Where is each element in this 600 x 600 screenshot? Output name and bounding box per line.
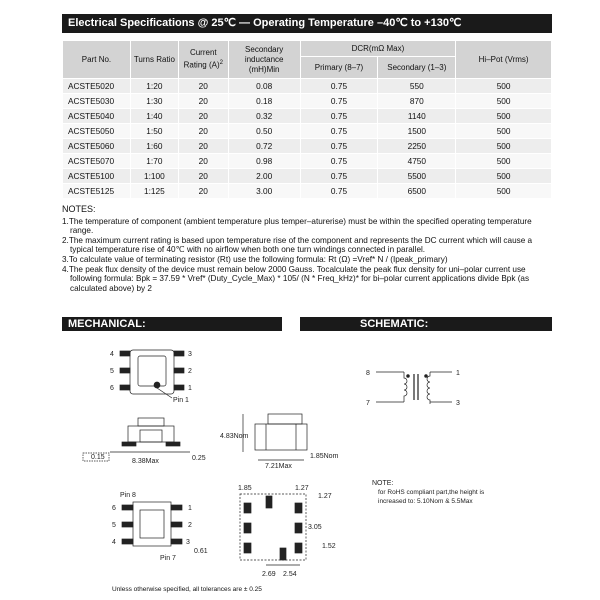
layout-pad xyxy=(295,523,302,533)
cell-hipot: 500 xyxy=(456,154,552,169)
cell-part: ACSTE5020 xyxy=(63,79,131,94)
col-secondary-inductance: Secondary inductance (mH)Min xyxy=(228,41,300,79)
pin1-leader xyxy=(157,388,172,398)
cell-secondary: 550 xyxy=(378,79,456,94)
cell-inductance: 0.18 xyxy=(228,94,300,109)
dim-254: 2.54 xyxy=(283,571,297,578)
pin-label-2: 2 xyxy=(188,368,192,375)
cell-current: 20 xyxy=(178,109,228,124)
cell-primary: 0.75 xyxy=(300,124,378,139)
dim-269: 2.69 xyxy=(262,571,276,578)
col-turns-ratio: Turns Ratio xyxy=(130,41,178,79)
cell-secondary: 5500 xyxy=(378,169,456,184)
dim-061: 0.61 xyxy=(194,548,208,555)
pin-label-1: 1 xyxy=(188,385,192,392)
cell-secondary: 1500 xyxy=(378,124,456,139)
end-view-body xyxy=(255,424,307,450)
cell-current: 20 xyxy=(178,94,228,109)
cell-secondary: 2250 xyxy=(378,139,456,154)
pin-label-5: 5 xyxy=(110,368,114,375)
dim-127-side: 1.27 xyxy=(318,493,332,500)
schematic-pin-1: 1 xyxy=(456,370,460,377)
dim-top: 1.85Nom xyxy=(310,453,339,460)
dim-305: 3.05 xyxy=(308,524,322,531)
note-2: 2.The maximum current rating is based upon temperature rise of the component and represents the DC current which will cause a typical temperature rise of 40℃ with no airflow when both one turn windings connected in parallel. xyxy=(62,235,533,255)
cell-part: ACSTE5030 xyxy=(63,94,131,109)
cell-hipot: 500 xyxy=(456,184,552,199)
pad-2 xyxy=(174,368,184,373)
cell-ratio: 1:100 xyxy=(130,169,178,184)
cell-inductance: 3.00 xyxy=(228,184,300,199)
cell-ratio: 1:20 xyxy=(130,79,178,94)
cell-ratio: 1:60 xyxy=(130,139,178,154)
col-dcr: DCR(mΩ Max) xyxy=(300,41,456,57)
tolerance-footer: Unless otherwise specified, all tolerances are ± 0.25 xyxy=(112,586,262,593)
cell-current: 20 xyxy=(178,154,228,169)
cell-inductance: 0.50 xyxy=(228,124,300,139)
pin8-label: Pin 8 xyxy=(120,492,136,499)
schematic-pin-7: 7 xyxy=(366,400,370,407)
cell-current: 20 xyxy=(178,79,228,94)
cell-current: 20 xyxy=(178,139,228,154)
cell-primary: 0.75 xyxy=(300,184,378,199)
cell-primary: 0.75 xyxy=(300,169,378,184)
schematic-drawing xyxy=(366,370,460,407)
cell-part: ACSTE5125 xyxy=(63,184,131,199)
col-dcr-primary: Primary (8–7) xyxy=(300,57,378,79)
cell-hipot: 500 xyxy=(456,94,552,109)
pad-5 xyxy=(120,368,130,373)
end-view-drawing xyxy=(220,414,339,470)
note-3: 3.To calculate value of terminating resistor (Rt) use the following formula: Rt (Ω) =Vref* N / (Ipeak_primary) xyxy=(62,254,448,264)
layout-pad xyxy=(280,548,286,560)
bottom-label-2: 2 xyxy=(188,522,192,529)
cell-current: 20 xyxy=(178,169,228,184)
cell-part: ACSTE5040 xyxy=(63,109,131,124)
bottom-pad-4 xyxy=(122,539,133,544)
bottom-label-4: 4 xyxy=(112,539,116,546)
pad-3 xyxy=(174,351,184,356)
bottom-view-drawing xyxy=(112,492,208,562)
cell-hipot: 500 xyxy=(456,139,552,154)
layout-pad xyxy=(244,523,251,533)
layout-pad xyxy=(295,503,302,513)
rohs-note-line2: increased to: 5.10Nom & 5.5Max xyxy=(378,498,473,505)
pin1-marker xyxy=(154,382,160,388)
bottom-view-core xyxy=(140,510,164,538)
polarity-dot xyxy=(407,375,410,378)
cell-hipot: 500 xyxy=(456,79,552,94)
dim-right: 0.25 xyxy=(192,455,206,462)
side-view-body xyxy=(128,426,174,442)
cell-part: ACSTE5060 xyxy=(63,139,131,154)
bottom-pad-6 xyxy=(122,505,133,510)
dim-127-top: 1.27 xyxy=(295,485,309,492)
pin-label-3: 3 xyxy=(188,351,192,358)
bottom-pad-3 xyxy=(171,539,182,544)
cell-hipot: 500 xyxy=(456,169,552,184)
cell-hipot: 500 xyxy=(456,124,552,139)
dim-end-width: 7.21Max xyxy=(265,463,292,470)
schematic-title: SCHEMATIC: xyxy=(360,318,429,330)
cell-hipot: 500 xyxy=(456,109,552,124)
cell-primary: 0.75 xyxy=(300,79,378,94)
cell-ratio: 1:125 xyxy=(130,184,178,199)
pin1-label: Pin 1 xyxy=(173,397,189,404)
dim-height: 4.83Nom xyxy=(220,433,249,440)
side-pad-right xyxy=(166,442,180,446)
cell-primary: 0.75 xyxy=(300,139,378,154)
col-hipot: Hi–Pot (Vrms) xyxy=(456,41,552,79)
current-rating-superscript: 2 xyxy=(219,60,223,67)
cell-inductance: 0.98 xyxy=(228,154,300,169)
schematic-pin-8: 8 xyxy=(366,370,370,377)
cell-ratio: 1:30 xyxy=(130,94,178,109)
cell-part: ACSTE5070 xyxy=(63,154,131,169)
bottom-pad-5 xyxy=(122,522,133,527)
layout-pad xyxy=(266,496,272,508)
cell-secondary: 1140 xyxy=(378,109,456,124)
polarity-dot xyxy=(425,375,428,378)
pad-layout-drawing xyxy=(238,485,336,578)
pad-1 xyxy=(174,385,184,390)
cell-part: ACSTE5050 xyxy=(63,124,131,139)
col-dcr-secondary: Secondary (1–3) xyxy=(378,57,456,79)
cell-inductance: 0.32 xyxy=(228,109,300,124)
cell-inductance: 0.08 xyxy=(228,79,300,94)
dim-152: 1.52 xyxy=(322,543,336,550)
notes-title: NOTES: xyxy=(62,204,96,214)
mechanical-title: MECHANICAL: xyxy=(68,318,146,330)
cell-ratio: 1:70 xyxy=(130,154,178,169)
cell-primary: 0.75 xyxy=(300,109,378,124)
top-view-core xyxy=(138,356,166,386)
layout-pad xyxy=(244,543,251,553)
cell-secondary: 6500 xyxy=(378,184,456,199)
note-4: 4.The peak flux density of the device must remain below 2000 Gauss. Tocalculate the peak flux density for uni–polar current use following formula: Bpk = 37.59 * Vref* (Duty_Cycle_Max) * 105/ (N * Freq_kHz)* for bi–polar current applications divide Bpk (as calculated above) by 2 xyxy=(62,264,530,293)
cell-inductance: 2.00 xyxy=(228,169,300,184)
cell-current: 20 xyxy=(178,184,228,199)
current-rating-label: Current Rating (A) xyxy=(183,48,220,70)
bottom-pad-2 xyxy=(171,522,182,527)
side-view-cap xyxy=(138,418,164,426)
cell-inductance: 0.72 xyxy=(228,139,300,154)
cell-current: 20 xyxy=(178,124,228,139)
side-view-core xyxy=(140,430,162,442)
pin-label-4: 4 xyxy=(110,351,114,358)
dim-left: 0.15 xyxy=(91,454,105,461)
side-view-drawing xyxy=(83,418,206,465)
rohs-note-title: NOTE: xyxy=(372,480,394,487)
bottom-label-6: 6 xyxy=(112,505,116,512)
bottom-label-5: 5 xyxy=(112,522,116,529)
dim-185: 1.85 xyxy=(238,485,252,492)
top-view-drawing xyxy=(110,350,192,404)
dim-width: 8.38Max xyxy=(132,458,159,465)
cell-primary: 0.75 xyxy=(300,94,378,109)
pin-label-6: 6 xyxy=(110,385,114,392)
cell-primary: 0.75 xyxy=(300,154,378,169)
top-view-body xyxy=(130,350,174,394)
side-pad-left xyxy=(122,442,136,446)
bottom-label-1: 1 xyxy=(188,505,192,512)
bottom-pad-1 xyxy=(171,505,182,510)
pin7-label: Pin 7 xyxy=(160,555,176,562)
rohs-note-line1: for RoHS compliant part,the height is xyxy=(378,489,485,496)
cell-part: ACSTE5100 xyxy=(63,169,131,184)
layout-pad xyxy=(244,503,251,513)
layout-pad xyxy=(295,543,302,553)
spec-title: Electrical Specifications @ 25℃ — Operating Temperature –40℃ to +130℃ xyxy=(68,17,462,29)
note-1: 1.The temperature of component (ambient temperature plus temper–aturerise) must be within the specified operating temperature range. xyxy=(62,216,532,236)
pad-4 xyxy=(120,351,130,356)
cell-secondary: 4750 xyxy=(378,154,456,169)
cell-ratio: 1:50 xyxy=(130,124,178,139)
cell-ratio: 1:40 xyxy=(130,109,178,124)
rohs-note xyxy=(372,480,485,505)
bottom-view-body xyxy=(133,502,171,546)
pad-6 xyxy=(120,385,130,390)
bottom-label-3: 3 xyxy=(186,539,190,546)
end-view-cap xyxy=(268,414,302,424)
schematic-pin-3: 3 xyxy=(456,400,460,407)
col-part-no: Part No. xyxy=(63,41,131,79)
cell-secondary: 870 xyxy=(378,94,456,109)
